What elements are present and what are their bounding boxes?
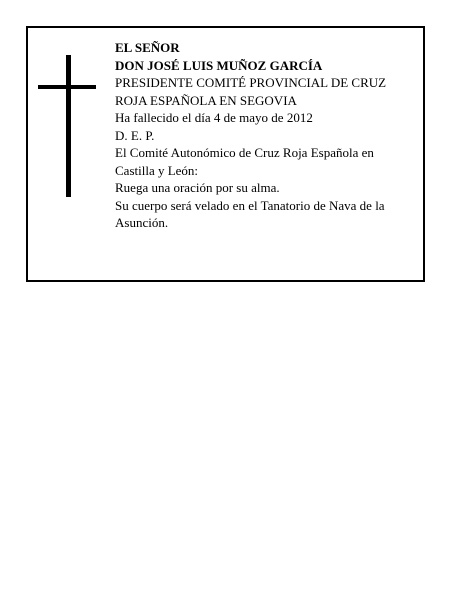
notice-line-position: PRESIDENTE COMITÉ PROVINCIAL DE CRUZ bbox=[115, 75, 387, 90]
notice-line-committee-cont: Castilla y León: bbox=[115, 162, 199, 178]
notice-line-rip: D. E. P. bbox=[115, 127, 155, 143]
notice-text bbox=[115, 39, 415, 232]
notice-line-wake: Su cuerpo será velado en el Tanatorio de Nava de la bbox=[115, 197, 385, 213]
notice-line-death-date: Ha fallecido el día 4 de mayo de 2012 bbox=[115, 110, 313, 125]
obituary-notice bbox=[26, 26, 425, 282]
notice-line-wake-cont: Asunción. bbox=[115, 215, 169, 230]
notice-line-prayer: Ruega una oración por su alma. bbox=[115, 180, 280, 195]
notice-line-committee: El Comité Autonómico de Cruz Roja Española en bbox=[115, 145, 374, 160]
notice-line-title: EL SEÑOR bbox=[115, 40, 180, 55]
cross-vertical-bar bbox=[66, 55, 71, 197]
notice-line-position-cont: ROJA ESPAÑOLA EN SEGOVIA bbox=[115, 92, 297, 108]
cross-horizontal-bar bbox=[38, 85, 96, 89]
notice-line-deceased-name: DON JOSÉ LUIS MUÑOZ GARCÍA bbox=[115, 57, 323, 73]
